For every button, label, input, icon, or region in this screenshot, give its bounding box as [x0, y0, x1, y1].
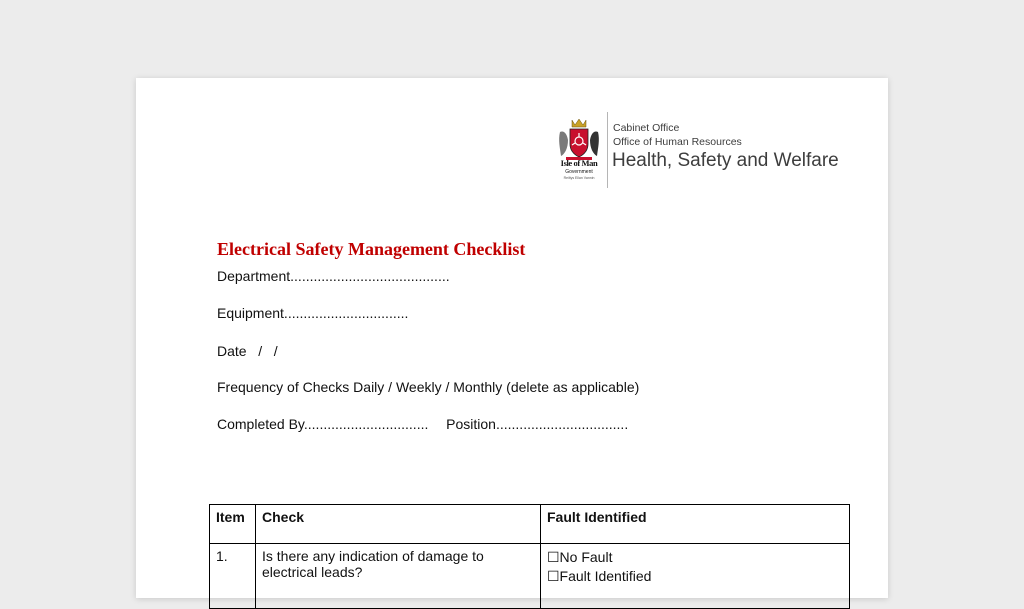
row-check-text: Is there any indication of damage to electrical leads? [256, 544, 541, 609]
org-line-1: Cabinet Office [613, 122, 680, 134]
date-field: Date / / [217, 343, 278, 359]
document-title: Electrical Safety Management Checklist [217, 239, 526, 259]
crest-motto: Reiltys Ellan Vannin [563, 176, 595, 180]
crest-sub-label: Government [565, 169, 593, 175]
row-item-number: 1. [210, 544, 256, 609]
completed-by-row [217, 416, 628, 432]
org-line-2: Office of Human Resources [613, 136, 742, 148]
table-header-row [210, 505, 850, 544]
document-page [136, 78, 888, 598]
header-fault-identified: Fault Identified [541, 505, 850, 544]
fault-identified-checkbox[interactable]: ☐Fault Identified [547, 568, 652, 584]
equipment-field: Equipment................................ [217, 305, 409, 321]
crest-label: Isle of Man [560, 158, 598, 168]
org-title: Health, Safety and Welfare [612, 150, 839, 171]
header-item: Item [210, 505, 256, 544]
checklist-table [209, 504, 850, 609]
row-fault-options [541, 544, 850, 609]
position-field: Position.................................. [446, 416, 629, 432]
header-logo-block [556, 110, 856, 190]
no-fault-checkbox[interactable]: ☐No Fault [547, 549, 613, 565]
completed-by-field: Completed By................................ [217, 416, 429, 432]
department-field: Department......................................... [217, 268, 450, 284]
header-divider [607, 112, 608, 188]
header-check: Check [256, 505, 541, 544]
frequency-field: Frequency of Checks Daily / Weekly / Monthly (delete as applicable) [217, 379, 640, 395]
table-row [210, 544, 850, 609]
